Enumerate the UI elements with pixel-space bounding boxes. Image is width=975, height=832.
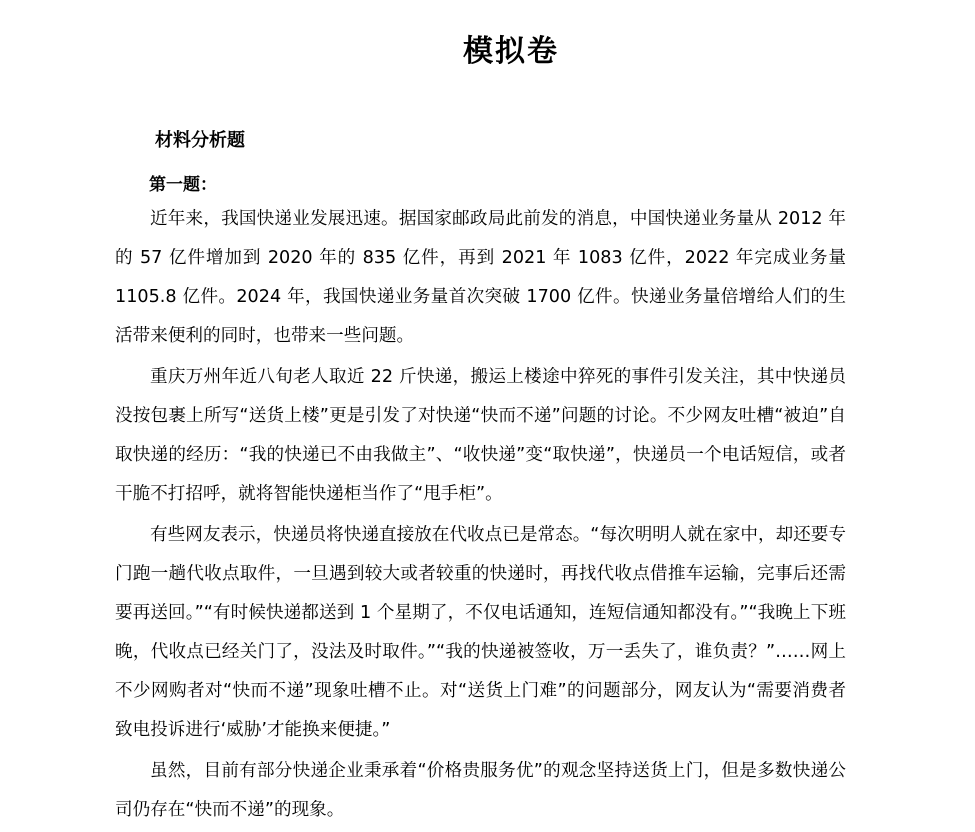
paragraph-2: 重庆万州年近八旬老人取近 22 斤快递，搬运上楼途中猝死的事件引发关注，其中快递员没按包裹上所写“送货上楼”更是引发了对快递“快而不递”问题的讨论。不少网友吐槽“被迫”自取快递的经历：“我的快递已不由我做主”、“收快递”变“取快递”，快递员一个电话短信，或者干脆不打招呼，就将智能快递柜当作了“甩手柜”。 [115, 367, 846, 504]
material-text [115, 200, 846, 832]
paragraph-1: 近年来，我国快递业发展迅速。据国家邮政局此前发的消息，中国快递业务量从 2012 年的 57 亿件增加到 2020 年的 835 亿件，再到 2021 年 1083 亿件，2022 年完成业务量 1105.8 亿件。2024 年，我国快递业务量首次突破 1700 亿件。快递业务量倍增给人们的生活带来便利的同时，也带来一些问题。 [115, 209, 846, 346]
paragraph-3: 有些网友表示，快递员将快递直接放在代收点已是常态。“每次明明人就在家中，却还要专门跑一趟代收点取件，一旦遇到较大或者较重的快递时，再找代收点借推车运输，完事后还需要再送回。”“有时候快递都送到 1 个星期了，不仅电话通知，连短信通知都没有。”“我晚上下班晚，代收点已经关门了，没法及时取件。”“我的快递被签收，万一丢失了，谁负责？”……网上不少网购者对“快而不递”现象吐槽不止。对“送货上门难”的问题部分，网友认为“需要消费者致电投诉进行‘威胁’才能换来便捷。” [115, 525, 846, 740]
question-label: 第一题： [149, 175, 217, 195]
paragraph-4: 虽然，目前有部分快递企业秉承着“价格贵服务优”的观念坚持送货上门，但是多数快递公司仍存在“快而不递”的现象。 [115, 761, 846, 820]
section-heading: 材料分析题 [155, 130, 245, 151]
document-title: 模拟卷 [463, 34, 559, 69]
